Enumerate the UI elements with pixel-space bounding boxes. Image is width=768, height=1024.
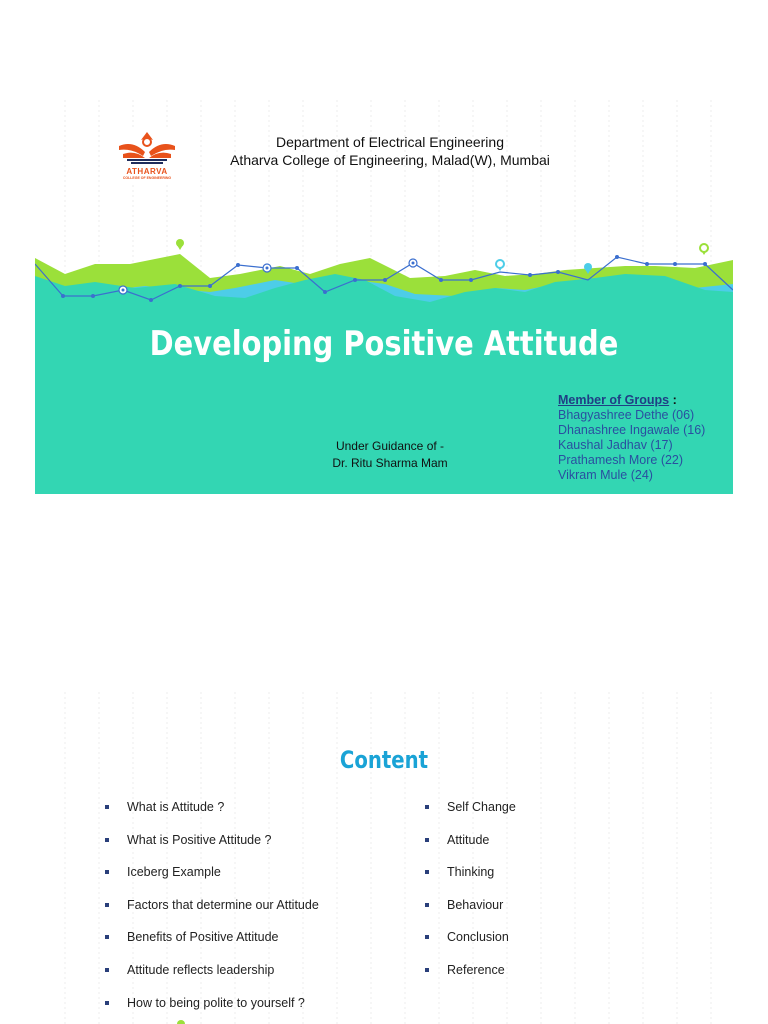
member-item: Kaushal Jadhav (17) <box>558 438 673 452</box>
member-item: Bhagyashree Dethe (06) <box>558 408 695 422</box>
list-item: What is Positive Attitude ? <box>105 833 319 866</box>
bullet-icon <box>425 805 429 809</box>
list-item: Benefits of Positive Attitude <box>105 930 319 963</box>
list-item: Attitude reflects leadership <box>105 963 319 996</box>
bullet-icon <box>425 903 429 907</box>
bullet-icon <box>425 870 429 874</box>
bullet-icon <box>425 935 429 939</box>
list-item: Factors that determine our Attitude <box>105 898 319 931</box>
logo-subtitle: COLLEGE OF ENGINEERING <box>122 176 172 180</box>
bullet-icon <box>105 838 109 842</box>
list-item: Conclusion <box>425 930 516 963</box>
list-item: What is Attitude ? <box>105 800 319 833</box>
member-item: Dhanashree Ingawale (16) <box>558 423 706 437</box>
guidance-label: Under Guidance of - <box>335 439 445 453</box>
members-heading: Member of Groups : <box>558 393 677 407</box>
content-slide <box>35 692 733 1024</box>
content-list-right <box>425 800 516 996</box>
list-item: How to being polite to yourself ? <box>105 996 319 1024</box>
bullet-icon <box>425 968 429 972</box>
list-item: Attitude <box>425 833 516 866</box>
bullet-icon <box>105 1001 109 1005</box>
title-slide <box>35 100 733 494</box>
list-item: Thinking <box>425 865 516 898</box>
bullet-icon <box>105 805 109 809</box>
college-name: Atharva College of Engineering, Malad(W), Mumbai <box>230 152 550 168</box>
content-list-left <box>105 800 319 1024</box>
bullet-icon <box>105 935 109 939</box>
list-item: Iceberg Example <box>105 865 319 898</box>
decorative-pin-icon <box>177 1020 185 1024</box>
guide-name: Dr. Ritu Sharma Mam <box>332 456 448 470</box>
department-name: Department of Electrical Engineering <box>275 134 504 150</box>
bullet-icon <box>105 968 109 972</box>
list-item: Behaviour <box>425 898 516 931</box>
bullet-icon <box>105 870 109 874</box>
member-item: Prathamesh More (22) <box>558 453 684 467</box>
member-item: Vikram Mule (24) <box>558 468 653 482</box>
presentation-title: Developing Positive Attitude <box>149 324 619 364</box>
group-members <box>558 393 705 483</box>
list-item: Reference <box>425 963 516 996</box>
logo-name: ATHARVA <box>126 167 168 176</box>
bullet-icon <box>105 903 109 907</box>
list-item: Self Change <box>425 800 516 833</box>
bullet-icon <box>425 838 429 842</box>
content-heading: Content <box>339 746 429 774</box>
college-logo <box>109 128 185 184</box>
